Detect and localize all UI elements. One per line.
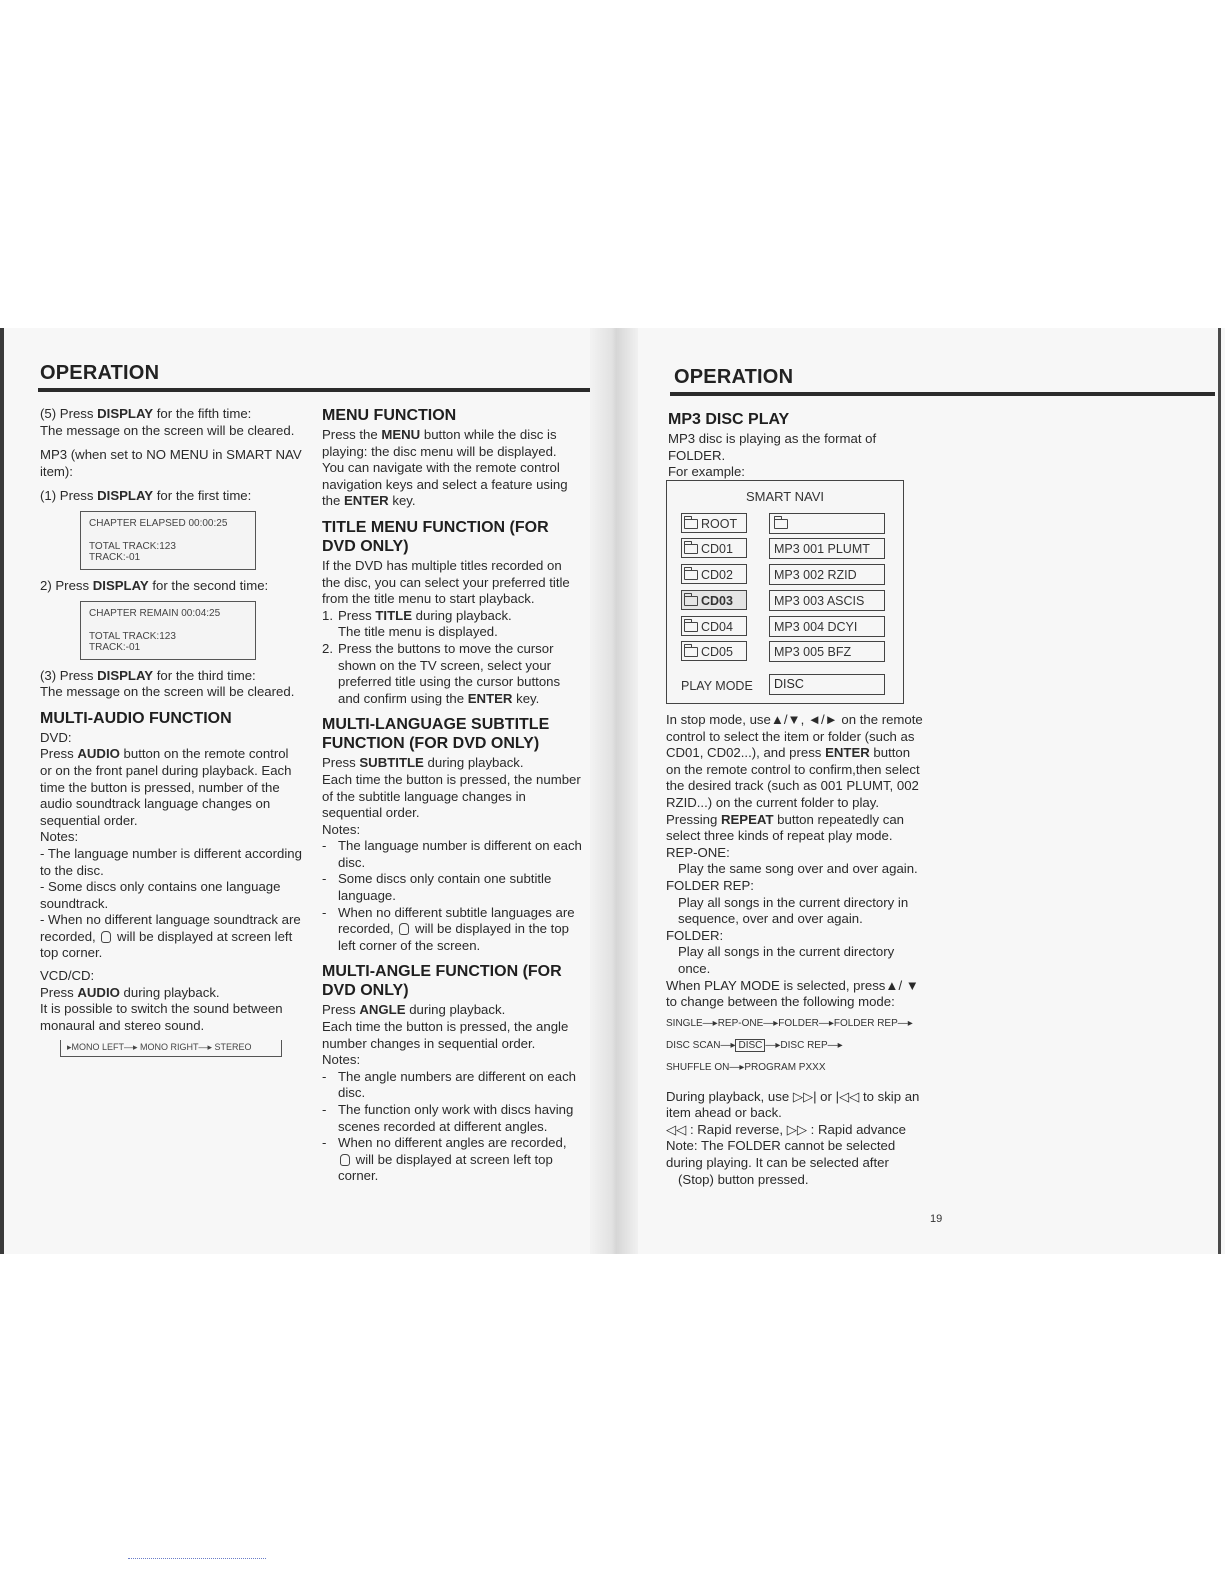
text: Each time the button is pressed, the number of the subtitle language changes in sequential order. bbox=[322, 771, 581, 821]
text: Press the buttons to move the cursor shown on the TV screen, select your preferred title using the cursor buttons and confirm using the bbox=[338, 640, 561, 706]
text: The message on the screen will be cleared. bbox=[40, 684, 295, 700]
folder-icon bbox=[684, 622, 698, 632]
text: Press bbox=[338, 607, 376, 623]
mp3-intro: MP3 disc is playing as the format of FOLDER. bbox=[668, 431, 877, 463]
osd-elapsed-box bbox=[80, 511, 256, 570]
subtitle-note bbox=[322, 905, 582, 955]
text: during playback. bbox=[119, 984, 220, 1000]
text: The title menu is displayed. bbox=[338, 624, 498, 640]
text: Press bbox=[322, 755, 360, 771]
key-name: ENTER bbox=[467, 690, 513, 706]
repeat-mode-desc: Play all songs in the current directory in sequence, over and over again. bbox=[678, 894, 909, 927]
folder-item[interactable] bbox=[681, 513, 747, 533]
text: In stop mode, use▲/▼, ◄/► on the remote control to select the item or folder (such as CD01, CD02...), and press bbox=[666, 712, 923, 761]
mode-sequence-line: SINGLE—▸REP-ONE—▸FOLDER—▸FOLDER REP—▸ bbox=[666, 1017, 913, 1029]
text: will be displayed at screen left top corner. bbox=[40, 928, 293, 961]
track-item[interactable] bbox=[769, 641, 885, 662]
text: (3) Press bbox=[40, 667, 98, 683]
folder-icon bbox=[684, 596, 698, 606]
stop-note: (Stop) button pressed. bbox=[678, 1171, 809, 1187]
track-label: MP3 001 PLUMT bbox=[774, 542, 870, 556]
folder-icon bbox=[684, 519, 698, 529]
repeat-mode-desc: Play all songs in the current directory once. bbox=[678, 944, 895, 976]
folder-item-selected[interactable] bbox=[681, 590, 747, 610]
play-mode-paragraph: When PLAY MODE is selected, press▲/ ▼ to change between the following mode: bbox=[666, 977, 919, 1010]
page-title: OPERATION bbox=[674, 366, 794, 388]
title-menu-paragraph: If the DVD has multiple titles recorded on the disc, you can select your preferred title from the title menu to start playback. bbox=[322, 557, 570, 607]
key-name: MENU bbox=[381, 427, 421, 442]
track-label: MP3 003 ASCIS bbox=[774, 594, 865, 608]
notes-label: Notes: bbox=[322, 1052, 361, 1068]
dash: - bbox=[322, 904, 327, 920]
key-name: TITLE bbox=[375, 607, 413, 623]
osd-line: TRACK:-01 bbox=[89, 551, 141, 563]
text: button repeatedly can select three kinds of repeat play mode. bbox=[666, 811, 905, 844]
dash: - bbox=[322, 1135, 327, 1151]
text: When no different subtitle languages are recorded, bbox=[338, 904, 575, 937]
repeat-mode-name: REP-ONE: bbox=[666, 844, 730, 860]
folder-icon bbox=[774, 519, 788, 529]
key-name: ENTER bbox=[344, 493, 389, 509]
dash: - bbox=[322, 1068, 327, 1084]
text: (5) Press bbox=[40, 406, 98, 421]
dotted-line bbox=[128, 1558, 266, 1559]
repeat-mode-name: FOLDER REP: bbox=[666, 877, 754, 893]
display-third-paragraph bbox=[40, 668, 302, 701]
repeat-mode-name: FOLDER: bbox=[666, 927, 724, 943]
key-name: SUBTITLE bbox=[359, 755, 424, 771]
text: 2) Press bbox=[40, 577, 93, 593]
menu-function-paragraph bbox=[322, 427, 582, 510]
text: It is possible to switch the sound between monaural and stereo sound. bbox=[40, 1001, 283, 1033]
folder-label: ROOT bbox=[701, 517, 738, 531]
dash: - bbox=[322, 1102, 327, 1117]
track-item[interactable] bbox=[769, 616, 885, 637]
key-name: AUDIO bbox=[77, 746, 120, 762]
folder-item[interactable] bbox=[681, 616, 747, 636]
text: Press the bbox=[322, 427, 382, 442]
text: during playback. bbox=[405, 1002, 506, 1018]
text: Press bbox=[40, 984, 78, 1000]
play-mode-label: PLAY MODE bbox=[681, 679, 753, 693]
key-name: DISPLAY bbox=[97, 406, 154, 421]
subtitle-note bbox=[322, 871, 582, 904]
track-label: MP3 002 RZID bbox=[774, 568, 857, 582]
title-step bbox=[322, 608, 582, 641]
key-name: ENTER bbox=[825, 745, 870, 761]
menu-function-heading: MENU FUNCTION bbox=[322, 407, 457, 424]
text: Some discs only contain one subtitle language. bbox=[338, 871, 552, 904]
dash: - bbox=[322, 871, 327, 887]
dvd-audio-paragraph bbox=[40, 746, 302, 829]
key-name: ANGLE bbox=[359, 1002, 406, 1018]
page-edge-left bbox=[0, 328, 4, 1254]
text: will be displayed in the top left corner of the screen. bbox=[338, 921, 570, 953]
text: during playback. bbox=[412, 607, 512, 623]
text: —▸DISC REP—▸ bbox=[765, 1039, 843, 1051]
left-column-1 bbox=[40, 406, 302, 1057]
rapid-paragraph: ◁◁ : Rapid reverse, ▷▷ : Rapid advance bbox=[666, 1121, 906, 1137]
display-fifth-paragraph bbox=[40, 406, 302, 439]
skip-paragraph: During playback, use ▷▷| or |◁◁ to skip an item ahead or back. bbox=[666, 1088, 920, 1121]
key-name: AUDIO bbox=[77, 984, 120, 1000]
text: for the second time: bbox=[148, 577, 269, 593]
smart-navi-title: SMART NAVI bbox=[745, 489, 825, 504]
audio-mode-sequence: ▸MONO LEFT—▸ MONO RIGHT—▸ STEREO bbox=[60, 1040, 282, 1057]
page-title: OPERATION bbox=[40, 362, 160, 384]
text: - When no different language soundtrack are recorded, bbox=[40, 912, 301, 944]
angle-note bbox=[322, 1135, 582, 1185]
mode-sequence-line bbox=[666, 1035, 928, 1057]
display-first-paragraph bbox=[40, 488, 302, 505]
repeat-mode-desc: Play the same song over and over again. bbox=[678, 861, 918, 877]
osd-line: TRACK:-01 bbox=[89, 641, 141, 653]
text: for the first time: bbox=[153, 488, 252, 504]
repeat-paragraph bbox=[666, 812, 928, 845]
text: Press bbox=[322, 1002, 360, 1018]
text: for the third time: bbox=[153, 667, 256, 683]
text: button on the remote control to confirm,then select the desired track (such as 001 PLUMT, 002 RZID...) on the current folder to play. bbox=[666, 745, 920, 810]
folder-label: CD01 bbox=[701, 542, 733, 556]
hand-icon bbox=[399, 923, 409, 935]
text: Each time the button is pressed, the angle number changes in sequential order. bbox=[322, 1019, 569, 1051]
multi-angle-heading: MULTI-ANGLE FUNCTION (FOR DVD ONLY) bbox=[322, 963, 562, 1000]
text: key. bbox=[388, 493, 416, 509]
track-label: MP3 005 BFZ bbox=[774, 645, 852, 659]
dash: - bbox=[322, 838, 327, 854]
folder-item[interactable] bbox=[681, 641, 747, 661]
text: Press bbox=[40, 746, 78, 762]
step-number: 1. bbox=[322, 607, 333, 623]
audio-note: - The language number is different according to the disc. bbox=[40, 845, 302, 878]
page-edge-right bbox=[1218, 328, 1221, 1254]
subtitle-heading: MULTI-LANGUAGE SUBTITLE FUNCTION (FOR DVD ONLY) bbox=[322, 716, 550, 753]
subtitle-paragraph bbox=[322, 755, 582, 821]
left-page-header bbox=[38, 362, 590, 392]
text: Pressing bbox=[666, 811, 721, 827]
header-rule bbox=[670, 392, 1215, 396]
mp3-no-menu-paragraph: MP3 (when set to NO MENU in SMART NAV item): bbox=[40, 447, 302, 479]
text: button while the disc is playing: the disc menu will be displayed. You can navigate with the remote control navigation keys and select a feature using the bbox=[322, 427, 568, 509]
text: The function only work with discs having scenes recorded at different angles. bbox=[338, 1102, 574, 1134]
right-page-header bbox=[672, 366, 1217, 396]
osd-line: CHAPTER ELAPSED 00:00:25 bbox=[89, 517, 228, 529]
stop-mode-paragraph bbox=[666, 712, 928, 812]
osd-line: TOTAL TRACK:123 bbox=[89, 630, 176, 642]
notes-label: Notes: bbox=[322, 821, 361, 837]
osd-line: TOTAL TRACK:123 bbox=[89, 540, 176, 552]
title-step bbox=[322, 641, 582, 707]
step-number: 2. bbox=[322, 640, 333, 656]
track-item[interactable] bbox=[769, 590, 885, 611]
osd-remain-box bbox=[80, 601, 256, 660]
osd-line: CHAPTER REMAIN 00:04:25 bbox=[89, 607, 221, 619]
title-menu-heading: TITLE MENU FUNCTION (FOR DVD ONLY) bbox=[322, 518, 549, 555]
angle-note bbox=[322, 1102, 582, 1135]
angle-note bbox=[322, 1069, 582, 1102]
folder-label: CD02 bbox=[701, 568, 733, 582]
text: will be displayed at screen left top corner. bbox=[338, 1151, 553, 1184]
track-item[interactable] bbox=[769, 564, 885, 585]
vcd-label: VCD/CD: bbox=[40, 968, 95, 984]
folder-icon bbox=[684, 647, 698, 657]
text: The angle numbers are different on each disc. bbox=[338, 1068, 577, 1101]
folder-icon bbox=[684, 570, 698, 580]
key-name: DISPLAY bbox=[97, 667, 154, 683]
page-number: 19 bbox=[930, 1213, 943, 1225]
folder-label: CD05 bbox=[701, 645, 733, 659]
audio-note: - Some discs only contains one language soundtrack. bbox=[40, 879, 281, 911]
left-page bbox=[38, 362, 590, 1184]
right-column-body bbox=[666, 712, 928, 1188]
disc-mode-highlight: DISC bbox=[735, 1039, 765, 1052]
play-mode-value[interactable]: DISC bbox=[769, 674, 885, 695]
folder-icon bbox=[684, 544, 698, 554]
display-second-paragraph bbox=[40, 578, 302, 595]
hand-icon bbox=[101, 931, 111, 943]
subtitle-note bbox=[322, 838, 582, 871]
key-name: DISPLAY bbox=[92, 577, 149, 593]
track-label: MP3 004 DCYI bbox=[774, 620, 858, 634]
for-example: For example: bbox=[668, 464, 745, 480]
right-column bbox=[668, 410, 930, 481]
text: When no different angles are recorded, bbox=[338, 1135, 567, 1151]
text: (1) Press bbox=[40, 488, 98, 504]
vcd-audio-paragraph bbox=[40, 985, 302, 1035]
mode-sequence-line: SHUFFLE ON—▸PROGRAM PXXX bbox=[666, 1061, 826, 1073]
notes-label: Notes: bbox=[40, 829, 79, 845]
text: The message on the screen will be cleared. bbox=[40, 422, 295, 438]
text: for the fifth time: bbox=[153, 406, 252, 421]
folder-note: Note: The FOLDER cannot be selected during playing. It can be selected after bbox=[666, 1138, 896, 1171]
folder-item[interactable] bbox=[681, 538, 747, 558]
book-gutter bbox=[590, 328, 638, 1254]
text: key. bbox=[512, 690, 540, 706]
left-column-2 bbox=[322, 406, 582, 1185]
audio-note bbox=[40, 912, 302, 962]
text: DISC SCAN—▸ bbox=[666, 1039, 736, 1051]
header-rule bbox=[38, 388, 590, 392]
text: during playback. bbox=[423, 755, 524, 771]
mp3-disc-play-heading: MP3 DISC PLAY bbox=[668, 411, 790, 428]
folder-label: CD03 bbox=[701, 594, 733, 608]
track-item[interactable] bbox=[769, 538, 885, 559]
text: The language number is different on each disc. bbox=[338, 838, 582, 870]
hand-icon bbox=[340, 1154, 350, 1166]
multi-audio-heading: MULTI-AUDIO FUNCTION bbox=[40, 709, 232, 727]
folder-item[interactable] bbox=[681, 564, 747, 584]
track-item[interactable] bbox=[769, 513, 885, 534]
folder-label: CD04 bbox=[701, 620, 733, 634]
right-page bbox=[666, 362, 1217, 1187]
angle-paragraph bbox=[322, 1002, 582, 1052]
smart-navi-screen bbox=[666, 480, 904, 704]
key-name: DISPLAY bbox=[97, 488, 154, 504]
key-name: REPEAT bbox=[720, 811, 774, 827]
dvd-label: DVD: bbox=[40, 729, 72, 745]
text: button on the remote control or on the front panel during playback. Each time the button is pressed, number of the audio soundtrack language changes on sequential order. bbox=[40, 746, 292, 828]
